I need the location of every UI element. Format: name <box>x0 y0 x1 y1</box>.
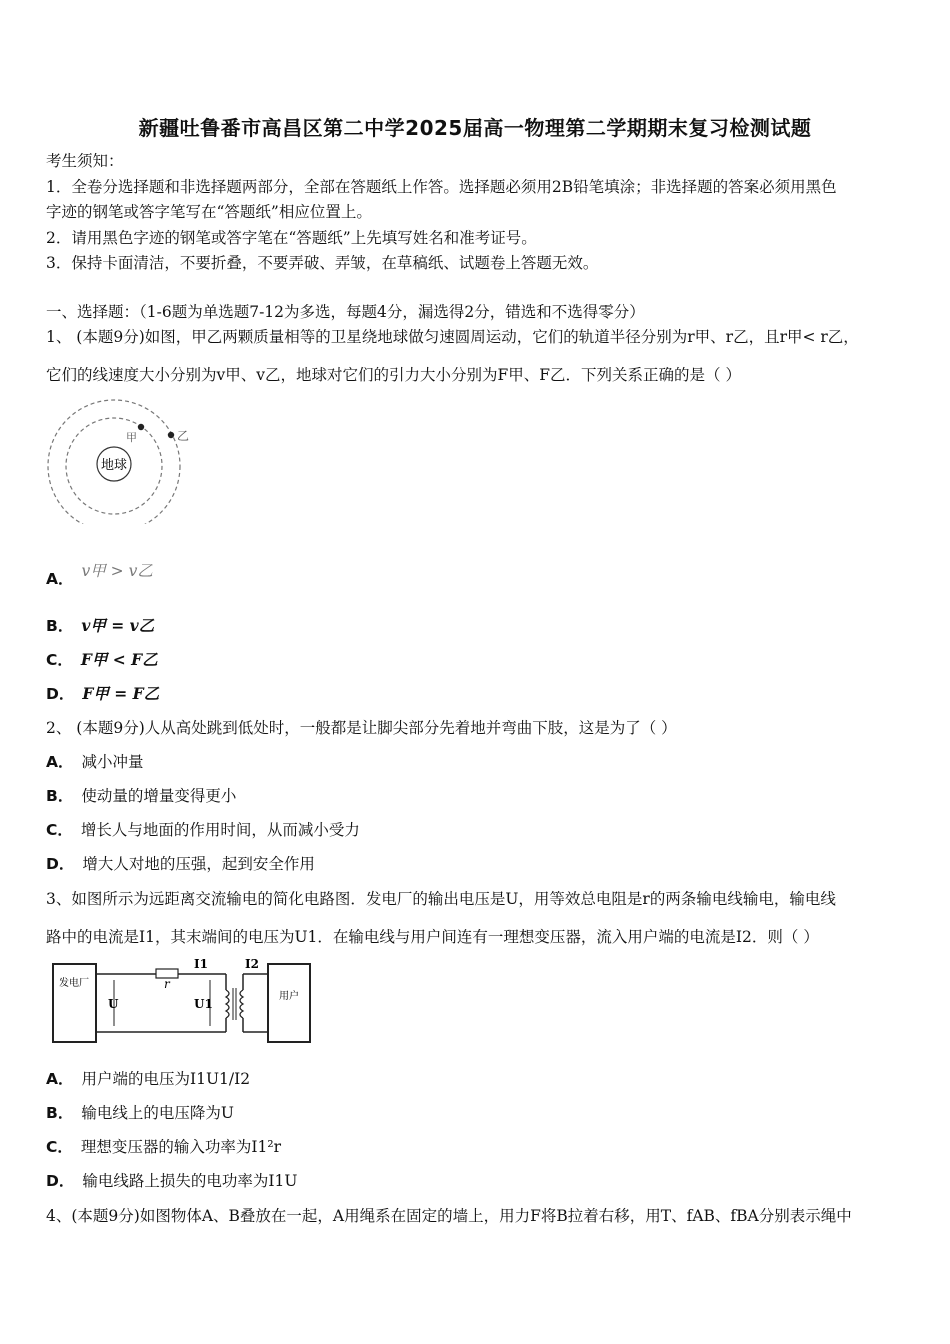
q1-option-a[interactable] <box>46 562 153 590</box>
q1-option-b[interactable] <box>46 615 154 637</box>
notice-item: 字迹的钢笔或答字笔写在“答题纸”相应位置上。 <box>46 203 372 221</box>
option-letter: B． <box>46 1104 74 1122</box>
notice-heading: 考生须知： <box>46 152 124 170</box>
option-text: 理想变压器的输入功率为I1²r <box>80 1138 281 1156</box>
option-letter: D． <box>46 685 75 703</box>
section-heading: 一、选择题：（1-6题为单选题7-12为多选，每题4分，漏选得2分，错选和不选得零分） <box>46 303 645 321</box>
option-text: v甲 = v乙 <box>81 616 155 635</box>
option-letter: A． <box>46 570 74 588</box>
satellite-a <box>138 424 144 430</box>
notice-item: 2．请用黑色字迹的钢笔或答字笔在“答题纸”上先填写姓名和准考证号。 <box>46 229 537 247</box>
earth-label: 地球 <box>100 458 128 473</box>
u-label: U <box>108 997 119 1011</box>
option-letter: D． <box>46 1172 75 1190</box>
power-plant-label: 发电厂 <box>59 978 89 989</box>
q2-option-a[interactable] <box>46 751 144 773</box>
power-plant-box <box>53 964 96 1042</box>
option-text: 输电线上的电压降为U <box>81 1104 234 1122</box>
q3-stem-line1: 3、如图所示为远距离交流输电的简化电路图．发电厂的输出电压是U，用等效总电阻是r的两条输电线输电，输电线 <box>46 890 836 908</box>
q3-option-b[interactable] <box>46 1102 234 1124</box>
resistor-label: r <box>164 977 170 991</box>
option-text: F甲 < F乙 <box>80 650 158 669</box>
option-letter: C． <box>46 821 73 839</box>
q3-stem-line2: 路中的电流是I1，其末端间的电压为U1．在输电线与用户间连有一理想变压器，流入用户端的电流是I2．则（ ） <box>46 928 819 946</box>
secondary-coil <box>240 990 243 1018</box>
option-letter: B． <box>46 787 74 805</box>
option-text: 用户端的电压为I1U1/I2 <box>81 1070 251 1088</box>
option-letter: C． <box>46 1138 73 1156</box>
option-text: 输电线路上损失的电功率为I1U <box>82 1172 298 1190</box>
option-text: 增大人对地的压强，起到安全作用 <box>82 855 315 873</box>
option-text: 使动量的增量变得更小 <box>81 787 237 805</box>
q1-stem-line2: 它们的线速度大小分别为v甲、v乙，地球对它们的引力大小分别为F甲、F乙．下列关系正确的是（ ） <box>46 366 741 384</box>
primary-coil <box>226 990 229 1018</box>
option-text: 增长人与地面的作用时间，从而减小受力 <box>80 821 360 839</box>
orbit-figure <box>44 394 194 524</box>
option-text: 减小冲量 <box>81 753 144 771</box>
i2-label: I2 <box>245 957 259 971</box>
q1-stem-line1: 1、 (本题9分)如图，甲乙两颗质量相等的卫星绕地球做匀速圆周运动，它们的轨道半径分别为r甲、r乙，且r甲< r乙， <box>46 328 859 346</box>
i1-label: I1 <box>194 957 208 971</box>
q1-option-d[interactable] <box>46 683 159 705</box>
option-letter: A． <box>46 1070 74 1088</box>
user-label: 用户 <box>279 991 299 1002</box>
q3-option-c[interactable] <box>46 1136 281 1158</box>
u1-label: U1 <box>194 997 213 1011</box>
option-text: v甲 > v乙 <box>81 562 153 580</box>
q2-option-d[interactable] <box>46 853 315 875</box>
q3-option-a[interactable] <box>46 1068 250 1090</box>
q2-option-c[interactable] <box>46 819 360 841</box>
q3-option-d[interactable] <box>46 1170 297 1192</box>
notice-item: 1．全卷分选择题和非选择题两部分，全部在答题纸上作答。选择题必须用2B铅笔填涂；非选择题的答案必须用黑色 <box>46 178 837 196</box>
satellite-a-label: 甲 <box>126 431 137 444</box>
q2-stem: 2、 (本题9分)人从高处跳到低处时，一般都是让脚尖部分先着地并弯曲下肢，这是为了（ ） <box>46 719 677 737</box>
q1-option-c[interactable] <box>46 649 158 671</box>
option-letter: B． <box>46 617 74 635</box>
option-letter: C． <box>46 651 73 669</box>
option-text: F甲 = F乙 <box>82 684 160 703</box>
option-letter: D． <box>46 855 75 873</box>
option-letter: A． <box>46 753 74 771</box>
page-title: 新疆吐鲁番市高昌区第二中学2025届高一物理第二学期期末复习检测试题 <box>138 116 812 140</box>
user-box <box>268 964 310 1042</box>
q2-option-b[interactable] <box>46 785 236 807</box>
circuit-figure <box>48 954 318 1049</box>
notice-item: 3．保持卡面清洁，不要折叠，不要弄破、弄皱，在草稿纸、试题卷上答题无效。 <box>46 254 599 272</box>
satellite-b <box>168 432 174 438</box>
q4-stem-line1: 4、(本题9分)如图物体A、B叠放在一起，A用绳系在固定的墙上，用力F将B拉着右移，用T、fAB、fBA分别表示绳中 <box>46 1207 852 1225</box>
satellite-b-label: 乙 <box>177 429 190 443</box>
